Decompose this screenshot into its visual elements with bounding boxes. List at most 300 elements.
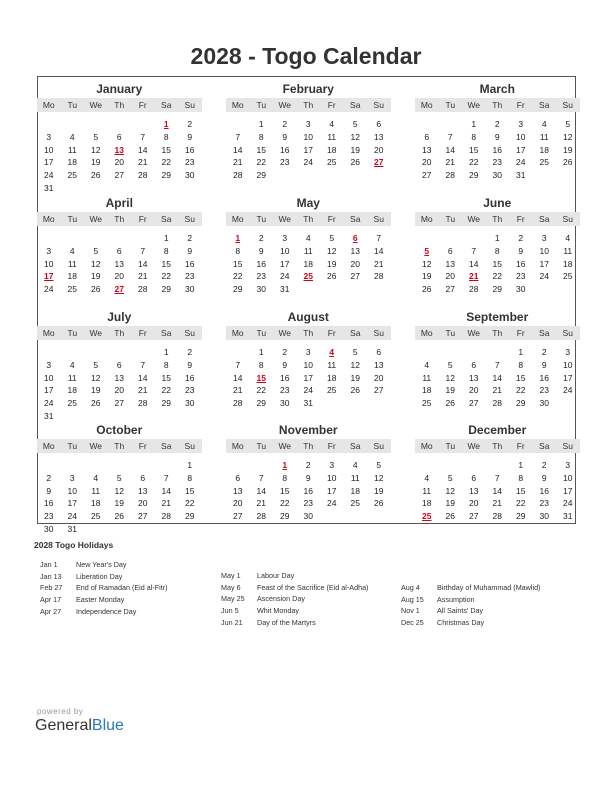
day-cell: 26 bbox=[114, 511, 124, 522]
month-may bbox=[226, 196, 384, 306]
day-cell: 22 bbox=[516, 385, 526, 396]
holiday-name: New Year's Day bbox=[76, 560, 127, 569]
day-cell: 13 bbox=[469, 485, 479, 496]
holiday-name: End of Ramadan (Eid al-Fitr) bbox=[76, 583, 168, 593]
holiday-date: May 6 bbox=[221, 582, 241, 592]
weekday-label: We bbox=[89, 214, 103, 224]
weekday-label: Su bbox=[562, 328, 573, 338]
day-cell: 20 bbox=[114, 385, 124, 396]
day-cell: 7 bbox=[235, 359, 241, 370]
day-cell: 14 bbox=[492, 485, 502, 496]
day-cell: 12 bbox=[114, 485, 124, 496]
day-cell: 27 bbox=[138, 511, 148, 522]
holiday-date: May 25 bbox=[221, 594, 245, 604]
day-cell: 20 bbox=[114, 157, 124, 168]
day-cell: 28 bbox=[492, 511, 502, 522]
weekday-label: Tu bbox=[67, 441, 78, 451]
day-cell: 30 bbox=[539, 511, 549, 522]
weekday-label: Th bbox=[114, 441, 125, 451]
day-cell: 24 bbox=[44, 398, 54, 409]
weekday-label: Th bbox=[303, 100, 314, 110]
day-cell: 22 bbox=[280, 498, 290, 509]
day-cell: 5 bbox=[352, 347, 358, 357]
month-name: October bbox=[96, 423, 143, 437]
day-cell: 8 bbox=[282, 472, 288, 483]
day-cell: 20 bbox=[350, 258, 360, 269]
powered-by-text: powered by bbox=[37, 707, 84, 716]
month-name: May bbox=[296, 196, 320, 210]
day-cell: 23 bbox=[185, 157, 195, 168]
day-cell: 9 bbox=[46, 485, 52, 496]
weekday-label: Th bbox=[303, 328, 314, 338]
day-cell: 4 bbox=[424, 359, 430, 370]
day-cell: 4 bbox=[541, 119, 547, 129]
holiday-date: May 1 bbox=[221, 571, 241, 580]
day-cell: 10 bbox=[44, 144, 54, 155]
day-cell: 25 bbox=[350, 498, 360, 509]
day-cell: 25 bbox=[327, 385, 337, 396]
weekday-label: We bbox=[467, 214, 481, 224]
day-cell: 29 bbox=[280, 511, 290, 522]
weekday-header bbox=[415, 326, 580, 340]
day-cell: 18 bbox=[422, 385, 432, 396]
day-cell: 2 bbox=[518, 233, 524, 243]
day-cell: 3 bbox=[305, 347, 311, 357]
brand-general: General bbox=[35, 717, 92, 734]
weekday-label: Tu bbox=[256, 441, 267, 451]
weekday-label: We bbox=[89, 441, 103, 451]
day-cell: 9 bbox=[282, 131, 288, 142]
day-cell: 10 bbox=[563, 472, 573, 483]
weekday-label: Sa bbox=[161, 214, 172, 224]
day-cell: 21 bbox=[161, 498, 171, 509]
weekday-label: Th bbox=[303, 214, 314, 224]
day-cell: 29 bbox=[256, 398, 266, 409]
day-cell: 17 bbox=[44, 385, 54, 396]
day-cell: 29 bbox=[233, 284, 243, 295]
weekday-label: Su bbox=[184, 328, 195, 338]
day-cell: 15 bbox=[256, 144, 266, 155]
day-cell: 21 bbox=[233, 157, 243, 168]
month-name: March bbox=[479, 82, 515, 96]
holiday-date: Aug 4 bbox=[401, 583, 420, 592]
day-cell: 30 bbox=[539, 398, 549, 409]
day-cell: 22 bbox=[256, 157, 266, 168]
day-cell: 11 bbox=[91, 485, 101, 496]
month-march bbox=[415, 82, 573, 192]
brand-logo[interactable] bbox=[35, 717, 124, 735]
weekday-label: Mo bbox=[42, 214, 55, 224]
day-cell: 16 bbox=[492, 144, 502, 155]
day-cell: 19 bbox=[350, 372, 360, 383]
day-cell: 9 bbox=[541, 359, 547, 370]
day-cell: 2 bbox=[282, 119, 288, 129]
holiday-day-cell: 27 bbox=[114, 284, 124, 295]
day-cell: 16 bbox=[44, 498, 54, 509]
day-cell: 12 bbox=[350, 131, 360, 142]
weekday-label: Th bbox=[492, 441, 503, 451]
holiday-day-cell: 13 bbox=[114, 144, 124, 155]
weekday-label: Sa bbox=[161, 328, 172, 338]
day-cell: 22 bbox=[185, 498, 195, 509]
day-cell: 6 bbox=[116, 245, 122, 256]
day-cell: 22 bbox=[492, 271, 502, 282]
day-cell: 10 bbox=[539, 245, 549, 256]
day-cell: 8 bbox=[187, 472, 193, 483]
day-cell: 8 bbox=[258, 359, 264, 370]
month-december bbox=[415, 423, 573, 533]
day-cell: 18 bbox=[303, 258, 313, 269]
holiday-name: Labour Day bbox=[257, 571, 295, 580]
weekday-label: Fr bbox=[138, 328, 147, 338]
day-cell: 29 bbox=[256, 170, 266, 181]
day-cell: 2 bbox=[46, 472, 52, 483]
day-cell: 5 bbox=[116, 472, 122, 483]
day-cell: 21 bbox=[445, 157, 455, 168]
holiday-date: Jun 5 bbox=[221, 606, 239, 616]
weekday-label: Mo bbox=[231, 328, 244, 338]
day-cell: 27 bbox=[422, 170, 432, 181]
month-july bbox=[37, 310, 195, 421]
day-cell: 20 bbox=[374, 144, 384, 155]
day-cell: 20 bbox=[374, 372, 384, 383]
day-cell: 6 bbox=[447, 245, 453, 256]
day-cell: 9 bbox=[282, 359, 288, 370]
holiday-day-cell: 1 bbox=[235, 233, 241, 243]
day-cell: 26 bbox=[327, 271, 337, 282]
day-cell: 25 bbox=[327, 157, 337, 168]
day-cell: 26 bbox=[563, 157, 573, 168]
day-cell: 1 bbox=[518, 460, 524, 470]
weekday-label: Fr bbox=[138, 100, 147, 110]
day-cell: 29 bbox=[161, 170, 171, 181]
day-cell: 6 bbox=[471, 359, 477, 370]
day-cell: 29 bbox=[161, 398, 171, 409]
day-cell: 26 bbox=[350, 385, 360, 396]
day-cell: 24 bbox=[44, 284, 54, 295]
day-cell: 23 bbox=[185, 271, 195, 282]
day-cell: 28 bbox=[233, 170, 243, 181]
month-january bbox=[37, 82, 195, 193]
day-cell: 28 bbox=[256, 511, 266, 522]
day-cell: 9 bbox=[305, 472, 311, 483]
day-cell: 26 bbox=[445, 398, 455, 409]
day-cell: 15 bbox=[516, 372, 526, 383]
weekday-label: Tu bbox=[67, 328, 78, 338]
day-cell: 11 bbox=[67, 144, 77, 155]
holidays-title: 2028 Togo Holidays bbox=[34, 540, 114, 550]
month-april bbox=[37, 196, 195, 306]
day-cell: 24 bbox=[303, 157, 313, 168]
weekday-label: Su bbox=[184, 100, 195, 110]
day-cell: 11 bbox=[422, 485, 432, 496]
weekday-label: We bbox=[278, 100, 292, 110]
day-cell: 19 bbox=[91, 271, 101, 282]
day-cell: 7 bbox=[235, 131, 241, 142]
day-cell: 20 bbox=[422, 157, 432, 168]
weekday-label: Mo bbox=[231, 441, 244, 451]
day-cell: 25 bbox=[67, 170, 77, 181]
day-cell: 30 bbox=[185, 284, 195, 295]
day-cell: 18 bbox=[67, 271, 77, 282]
day-cell: 5 bbox=[93, 245, 99, 256]
day-cell: 1 bbox=[163, 233, 169, 243]
day-cell: 9 bbox=[187, 359, 193, 370]
day-cell: 15 bbox=[492, 258, 502, 269]
day-cell: 12 bbox=[563, 131, 573, 142]
day-cell: 7 bbox=[163, 472, 169, 483]
day-cell: 10 bbox=[327, 472, 337, 483]
day-cell: 22 bbox=[161, 157, 171, 168]
day-cell: 16 bbox=[539, 485, 549, 496]
day-cell: 25 bbox=[91, 511, 101, 522]
day-cell: 1 bbox=[258, 347, 264, 357]
day-cell: 15 bbox=[185, 485, 195, 496]
day-cell: 11 bbox=[67, 372, 77, 383]
day-cell: 19 bbox=[374, 485, 384, 496]
day-cell: 13 bbox=[374, 131, 384, 142]
month-name: December bbox=[468, 423, 527, 437]
holiday-name: Feast of the Sacrifice (Eid al-Adha) bbox=[257, 582, 369, 592]
weekday-label: Sa bbox=[161, 100, 172, 110]
day-cell: 20 bbox=[469, 498, 479, 509]
weekday-label: Fr bbox=[516, 328, 525, 338]
day-cell: 27 bbox=[233, 511, 243, 522]
day-cell: 14 bbox=[233, 144, 243, 155]
day-cell: 25 bbox=[67, 398, 77, 409]
day-cell: 21 bbox=[138, 157, 148, 168]
day-cell: 29 bbox=[469, 170, 479, 181]
day-cell: 24 bbox=[44, 170, 54, 181]
day-cell: 24 bbox=[539, 271, 549, 282]
day-cell: 27 bbox=[114, 170, 124, 181]
holiday-name: Birthday of Muhammad (Mawlid) bbox=[437, 583, 541, 592]
weekday-header bbox=[37, 212, 202, 226]
day-cell: 31 bbox=[44, 183, 54, 193]
day-cell: 14 bbox=[138, 258, 148, 269]
weekday-label: Fr bbox=[516, 214, 525, 224]
day-cell: 16 bbox=[280, 372, 290, 383]
day-cell: 5 bbox=[447, 359, 453, 370]
day-cell: 24 bbox=[67, 511, 77, 522]
day-cell: 6 bbox=[116, 359, 122, 370]
weekday-label: Th bbox=[114, 100, 125, 110]
day-cell: 26 bbox=[91, 284, 101, 295]
weekday-label: Sa bbox=[350, 100, 361, 110]
day-cell: 29 bbox=[185, 511, 195, 522]
day-cell: 26 bbox=[350, 157, 360, 168]
day-cell: 8 bbox=[471, 131, 477, 142]
day-cell: 19 bbox=[445, 385, 455, 396]
day-cell: 6 bbox=[424, 131, 430, 142]
weekday-header bbox=[37, 326, 202, 340]
day-cell: 21 bbox=[374, 258, 384, 269]
month-august bbox=[226, 310, 384, 420]
weekday-label: Sa bbox=[350, 441, 361, 451]
weekday-label: Th bbox=[114, 328, 125, 338]
weekday-label: Fr bbox=[327, 214, 336, 224]
holiday-name: All Saints' Day bbox=[437, 606, 484, 616]
day-cell: 9 bbox=[494, 131, 500, 142]
day-cell: 15 bbox=[161, 372, 171, 383]
weekday-label: Th bbox=[114, 214, 125, 224]
day-cell: 5 bbox=[376, 460, 382, 470]
day-cell: 8 bbox=[518, 472, 524, 483]
holiday-name: Ascension Day bbox=[257, 594, 305, 604]
day-cell: 1 bbox=[471, 119, 477, 129]
weekday-label: Tu bbox=[67, 100, 78, 110]
holiday-day-cell: 21 bbox=[469, 271, 479, 282]
weekday-header bbox=[226, 98, 391, 112]
day-cell: 9 bbox=[541, 472, 547, 483]
weekday-label: We bbox=[467, 328, 481, 338]
day-cell: 28 bbox=[469, 284, 479, 295]
day-cell: 25 bbox=[67, 284, 77, 295]
weekday-label: Sa bbox=[539, 214, 550, 224]
day-cell: 7 bbox=[494, 359, 500, 370]
day-cell: 19 bbox=[445, 498, 455, 509]
day-cell: 23 bbox=[280, 157, 290, 168]
day-cell: 2 bbox=[541, 460, 547, 470]
day-cell: 11 bbox=[563, 245, 573, 256]
day-cell: 13 bbox=[114, 372, 124, 383]
weekday-label: Tu bbox=[445, 100, 456, 110]
day-cell: 19 bbox=[91, 157, 101, 168]
day-cell: 14 bbox=[445, 144, 455, 155]
day-cell: 20 bbox=[445, 271, 455, 282]
holiday-date: Feb 27 bbox=[40, 583, 63, 593]
day-cell: 26 bbox=[445, 511, 455, 522]
day-cell: 23 bbox=[539, 385, 549, 396]
day-cell: 22 bbox=[469, 157, 479, 168]
day-cell: 18 bbox=[539, 144, 549, 155]
day-cell: 23 bbox=[185, 385, 195, 396]
day-cell: 19 bbox=[91, 385, 101, 396]
day-cell: 17 bbox=[563, 372, 573, 383]
day-cell: 25 bbox=[539, 157, 549, 168]
weekday-header bbox=[226, 439, 391, 453]
day-cell: 27 bbox=[374, 385, 384, 396]
month-september bbox=[415, 310, 573, 420]
day-cell: 15 bbox=[161, 258, 171, 269]
day-cell: 17 bbox=[67, 498, 77, 509]
day-cell: 21 bbox=[138, 385, 148, 396]
day-cell: 26 bbox=[422, 284, 432, 295]
day-cell: 21 bbox=[233, 385, 243, 396]
day-cell: 30 bbox=[44, 524, 54, 534]
day-cell: 14 bbox=[138, 372, 148, 383]
day-cell: 7 bbox=[376, 233, 382, 243]
weekday-header bbox=[37, 98, 202, 112]
holiday-date: Aug 15 bbox=[401, 594, 424, 604]
month-name: January bbox=[96, 82, 143, 96]
day-cell: 22 bbox=[161, 271, 171, 282]
holiday-name: Whit Monday bbox=[257, 606, 299, 616]
day-cell: 13 bbox=[114, 258, 124, 269]
day-cell: 29 bbox=[516, 398, 526, 409]
day-cell: 24 bbox=[516, 157, 526, 168]
month-name: June bbox=[483, 196, 512, 210]
weekday-label: Fr bbox=[327, 441, 336, 451]
holiday-day-cell: 27 bbox=[374, 157, 384, 168]
day-cell: 10 bbox=[516, 131, 526, 142]
day-cell: 24 bbox=[280, 271, 290, 282]
day-cell: 10 bbox=[563, 359, 573, 370]
weekday-label: Tu bbox=[67, 214, 78, 224]
day-cell: 13 bbox=[374, 359, 384, 370]
day-cell: 26 bbox=[91, 170, 101, 181]
day-cell: 13 bbox=[350, 245, 360, 256]
holiday-day-cell: 17 bbox=[44, 271, 54, 282]
day-cell: 9 bbox=[187, 131, 193, 142]
day-cell: 22 bbox=[161, 385, 171, 396]
day-cell: 4 bbox=[69, 359, 75, 370]
holiday-name: Easter Monday bbox=[76, 595, 125, 605]
day-cell: 23 bbox=[516, 271, 526, 282]
day-cell: 17 bbox=[516, 144, 526, 155]
weekday-label: Th bbox=[303, 441, 314, 451]
day-cell: 9 bbox=[258, 245, 264, 256]
day-cell: 6 bbox=[471, 472, 477, 483]
day-cell: 18 bbox=[327, 372, 337, 383]
day-cell: 4 bbox=[93, 472, 99, 483]
day-cell: 5 bbox=[329, 233, 335, 243]
weekday-label: Tu bbox=[256, 328, 267, 338]
weekday-label: We bbox=[278, 441, 292, 451]
day-cell: 23 bbox=[303, 498, 313, 509]
month-october bbox=[37, 423, 195, 534]
day-cell: 24 bbox=[327, 498, 337, 509]
day-cell: 14 bbox=[492, 372, 502, 383]
day-cell: 19 bbox=[422, 271, 432, 282]
day-cell: 27 bbox=[445, 284, 455, 295]
month-name: July bbox=[107, 310, 132, 324]
day-cell: 12 bbox=[445, 485, 455, 496]
day-cell: 12 bbox=[327, 245, 337, 256]
day-cell: 4 bbox=[424, 472, 430, 483]
day-cell: 4 bbox=[352, 460, 358, 470]
weekday-label: Th bbox=[492, 328, 503, 338]
weekday-label: Su bbox=[562, 441, 573, 451]
weekday-label: Su bbox=[184, 214, 195, 224]
day-cell: 1 bbox=[518, 347, 524, 357]
weekday-label: Su bbox=[373, 214, 384, 224]
day-cell: 29 bbox=[492, 284, 502, 295]
day-cell: 24 bbox=[303, 385, 313, 396]
day-cell: 23 bbox=[280, 385, 290, 396]
day-cell: 29 bbox=[161, 284, 171, 295]
day-cell: 23 bbox=[539, 498, 549, 509]
day-cell: 31 bbox=[67, 524, 77, 534]
day-cell: 17 bbox=[303, 144, 313, 155]
weekday-label: Mo bbox=[42, 100, 55, 110]
holiday-name: Day of the Martyrs bbox=[257, 617, 316, 627]
day-cell: 16 bbox=[280, 144, 290, 155]
holiday-name: Assumption bbox=[437, 594, 475, 604]
day-cell: 20 bbox=[469, 385, 479, 396]
day-cell: 3 bbox=[541, 233, 547, 243]
day-cell: 31 bbox=[280, 284, 290, 295]
day-cell: 14 bbox=[138, 144, 148, 155]
weekday-header bbox=[415, 98, 580, 112]
day-cell: 13 bbox=[422, 144, 432, 155]
day-cell: 31 bbox=[303, 398, 313, 409]
day-cell: 25 bbox=[563, 271, 573, 282]
day-cell: 3 bbox=[565, 460, 571, 470]
day-cell: 23 bbox=[256, 271, 266, 282]
weekday-label: Mo bbox=[231, 214, 244, 224]
weekday-header bbox=[226, 326, 391, 340]
